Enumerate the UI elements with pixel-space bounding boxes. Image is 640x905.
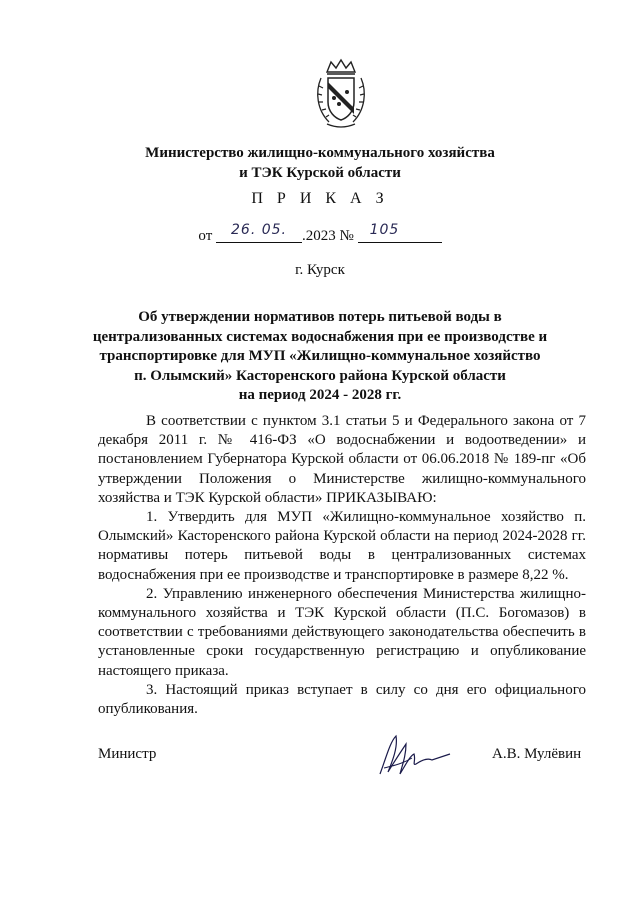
order-date-handwritten: 26. 05.: [231, 222, 287, 238]
order-title: [0, 308, 640, 406]
title-line-5: на период 2024 - 2028 гг.: [238, 387, 402, 403]
ministry-name: [0, 143, 640, 183]
order-prefix: от: [198, 228, 213, 244]
order-date-number-line: [0, 222, 640, 246]
signatory-name: А.В. Мулёвин: [492, 746, 582, 762]
order-number-handwritten: 105: [369, 222, 400, 238]
title-line-4: п. Олымский» Касторенского района Курской области: [134, 367, 506, 384]
order-heading: П Р И К А З: [251, 190, 389, 207]
item-3-paragraph: 3. Настоящий приказ вступает в силу со дня его официального опубликования.: [98, 681, 586, 718]
item-2-paragraph: 2. Управлению инженерного обеспечения Министерства жилищно-коммунального хозяйства и ТЭК Курской области (П.С. Богомазов) в соответствии с требованиями действующего законодательства обеспечить в установленные сроки государственную регистрацию и опубликование настоящего приказа.: [98, 585, 586, 679]
ministry-line-1: Министерство жилищно-коммунального хозяйства: [145, 145, 495, 161]
title-line-3: транспортировке для МУП «Жилищно-коммунальное хозяйство: [99, 348, 541, 364]
order-number-blank: [358, 222, 442, 243]
item-1-paragraph: 1. Утвердить для МУП «Жилищно-коммунальное хозяйство п. Олымский» Касторенского района Курской области на период 2024-2028 гг. нормативы потерь питьевой воды в централизованных системах водоснабжения при ее производстве и транспортировке в размере 8,22 %.: [98, 509, 586, 583]
title-line-2: централизованных системах водоснабжения при ее производстве и: [92, 328, 548, 345]
ministry-line-2: и ТЭК Курской области: [239, 165, 401, 181]
preamble-paragraph: В соответствии с пунктом 3.1 статьи 5 и Федерального закона от 7 декабря 2011 г. № 416-ФЗ «О водоснабжении и водоотведении» и постановлением Губернатора Курской области от 06.06.2018 № 189-пг «Об утверждении Положения о Министерстве жилищно-коммунального хозяйства и ТЭК Курской области» ПРИКАЗЫВАЮ:: [98, 413, 586, 506]
coat-of-arms-emblem: [313, 58, 369, 130]
order-year: .2023 №: [302, 228, 354, 244]
title-line-1: Об утверждении нормативов потерь питьевой воды в: [138, 309, 502, 325]
city-line: г. Курск: [295, 262, 345, 278]
handwritten-signature: [372, 728, 452, 780]
signatory-position: Министр: [98, 746, 157, 762]
order-body: [98, 412, 586, 719]
order-date-blank: [216, 222, 302, 243]
